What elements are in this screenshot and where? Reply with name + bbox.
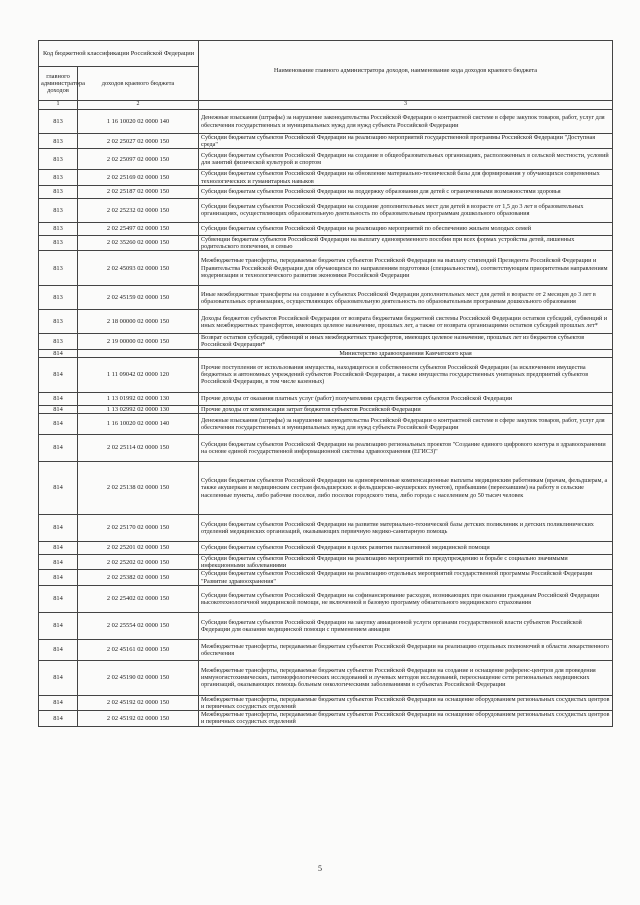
admin-code-cell: 814 bbox=[39, 542, 78, 555]
admin-code-cell: 813 bbox=[39, 286, 78, 310]
table-row bbox=[39, 515, 613, 542]
admin-code-cell: 814 bbox=[39, 405, 78, 413]
revenue-code-cell: 2 02 25170 02 0000 150 bbox=[78, 515, 199, 542]
header-number-1: 1 bbox=[39, 101, 78, 110]
admin-code-cell: 813 bbox=[39, 235, 78, 250]
revenue-code-cell: 2 02 25382 02 0000 150 bbox=[78, 570, 199, 585]
table-row bbox=[39, 462, 613, 515]
admin-code-cell: 814 bbox=[39, 555, 78, 570]
revenue-code-cell: 2 02 25169 02 0000 150 bbox=[78, 170, 199, 185]
admin-code-cell: 814 bbox=[39, 414, 78, 435]
table-row bbox=[39, 585, 613, 612]
revenue-name-cell: Министерство здравоохранения Камчатского края bbox=[199, 349, 613, 357]
revenue-name-cell: Субсидии бюджетам субъектов Российской Федерации на закупку авиационной услуги органами государственной власти субъектов Российской Федерации для оказания медицинской помощи с применением авиации bbox=[199, 612, 613, 639]
header-code-column: доходов краевого бюджета bbox=[78, 67, 199, 101]
revenue-name-cell: Субсидии бюджетам субъектов Российской Федерации на реализацию мероприятий по предупреждению и борьбе с социально значимыми инфекционными заболеваниями bbox=[199, 555, 613, 570]
revenue-code-cell: 2 02 25202 02 0000 150 bbox=[78, 555, 199, 570]
revenue-code-cell: 2 18 00000 02 0000 150 bbox=[78, 310, 199, 334]
revenue-code-cell: 2 02 25497 02 0000 150 bbox=[78, 222, 199, 235]
revenue-name-cell: Денежные взыскания (штрафы) за нарушение законодательства Российской Федерации о контрактной системе в сфере закупок товаров, работ, услуг для обеспечения государственных и муниципальных нужд для нужд субъекта Российской Федерации bbox=[199, 110, 613, 134]
admin-code-cell: 813 bbox=[39, 222, 78, 235]
admin-code-cell: 813 bbox=[39, 149, 78, 170]
admin-code-cell: 813 bbox=[39, 251, 78, 286]
revenue-name-cell: Доходы бюджетов субъектов Российской Федерации от возврата бюджетами бюджетной системы Российской Федерации остатков субсидий, субвенций и иных межбюджетных трансфертов, имеющих целевое назначение, прошлых лет, а также от возврата организациями остатков субсидий прошлых лет* bbox=[199, 310, 613, 334]
admin-code-cell: 814 bbox=[39, 660, 78, 695]
table-row bbox=[39, 198, 613, 222]
revenue-code-cell: 2 02 25138 02 0000 150 bbox=[78, 462, 199, 515]
revenue-code-cell: 2 02 45192 02 0000 150 bbox=[78, 711, 199, 726]
revenue-name-cell: Межбюджетные трансферты, передаваемые бюджетам субъектов Российской Федерации на выплату стипендий Президента Российской Федерации и Правительства Российской Федерации для обучающихся по направлениям подготовки (специальностям), соответствующим приоритетным направлениям модернизации и технологического развития экономики Российской Федерации bbox=[199, 251, 613, 286]
revenue-name-cell: Межбюджетные трансферты, передаваемые бюджетам субъектов Российской Федерации на реализацию отдельных полномочий в области лекарственного обеспечения bbox=[199, 639, 613, 660]
table-row bbox=[39, 405, 613, 413]
table-row bbox=[39, 251, 613, 286]
admin-code-cell: 813 bbox=[39, 198, 78, 222]
admin-code-cell: 814 bbox=[39, 585, 78, 612]
revenue-name-cell: Субсидии бюджетам субъектов Российской Федерации на софинансирование расходов, возникающих при оказании гражданам Российской Федерации высокотехнологичной медицинской помощи, не включенной в базовую программу обязательного медицинского страхования bbox=[199, 585, 613, 612]
revenue-name-cell: Субсидии бюджетам субъектов Российской Федерации на реализацию мероприятий государственной программы Российской Федерации "Доступная среда" bbox=[199, 134, 613, 149]
revenue-name-cell: Прочие доходы от компенсации затрат бюджетов субъектов Российской Федерации bbox=[199, 405, 613, 413]
revenue-name-cell: Субсидии бюджетам субъектов Российской Федерации на реализацию отдельных мероприятий государственной программы Российской Федерации "Развитие здравоохранения" bbox=[199, 570, 613, 585]
admin-code-cell: 813 bbox=[39, 185, 78, 198]
table-row bbox=[39, 310, 613, 334]
admin-code-cell: 814 bbox=[39, 612, 78, 639]
table-row bbox=[39, 695, 613, 710]
revenue-name-cell: Прочие поступления от использования имущества, находящегося в собственности субъектов Российской Федерации (за исключением имущества бюджетных и автономных учреждений субъектов Российской Федерации, а также имущества государственных унитарных предприятий субъектов Российской Федерации, в том числе казенных) bbox=[199, 357, 613, 392]
revenue-name-cell: Субсидии бюджетам субъектов Российской Федерации на единовременные компенсационные выплаты медицинским работникам (врачам, фельдшерам, а также акушеркам и медицинским сестрам фельдшерских и фельдшерско-акушерских пунктов), прибывшим (переехавшим) на работу в сельские населенные пункты, либо рабочие поселки, либо поселки городского типа, либо города с населением до 50 тысяч человек bbox=[199, 462, 613, 515]
revenue-code-cell: 1 11 09042 02 0000 120 bbox=[78, 357, 199, 392]
table-row bbox=[39, 639, 613, 660]
admin-code-cell: 813 bbox=[39, 310, 78, 334]
table-row bbox=[39, 134, 613, 149]
revenue-name-cell: Субсидии бюджетам субъектов Российской Федерации на реализацию региональных проектов "Создание единого цифрового контура в здравоохранении на основе единой государственной информационной системы здравоохранения (ЕГИСЗ)" bbox=[199, 435, 613, 462]
admin-code-cell: 814 bbox=[39, 357, 78, 392]
revenue-code-cell: 2 02 25114 02 0000 150 bbox=[78, 435, 199, 462]
table-row bbox=[39, 110, 613, 134]
revenue-codes-table bbox=[38, 40, 613, 727]
table-row bbox=[39, 235, 613, 250]
admin-code-cell: 814 bbox=[39, 515, 78, 542]
table-row bbox=[39, 660, 613, 695]
table-row bbox=[39, 570, 613, 585]
admin-code-cell: 814 bbox=[39, 392, 78, 405]
table-row bbox=[39, 149, 613, 170]
revenue-name-cell: Субсидии бюджетам субъектов Российской Федерации на обновление материально-технической базы для формирования у обучающихся современных технологических и гуманитарных навыков bbox=[199, 170, 613, 185]
revenue-code-cell bbox=[78, 349, 199, 357]
revenue-code-cell: 1 16 10020 02 0000 140 bbox=[78, 110, 199, 134]
table-row bbox=[39, 170, 613, 185]
revenue-code-cell: 1 13 02992 02 0000 130 bbox=[78, 405, 199, 413]
revenue-code-cell: 2 02 25027 02 0000 150 bbox=[78, 134, 199, 149]
revenue-name-cell: Возврат остатков субсидий, субвенций и иных межбюджетных трансфертов, имеющих целевое назначение, прошлых лет из бюджетов субъектов Российской Федерации* bbox=[199, 334, 613, 349]
revenue-code-cell: 2 02 45190 02 0000 150 bbox=[78, 660, 199, 695]
revenue-code-cell: 2 02 45192 02 0000 150 bbox=[78, 695, 199, 710]
table-row bbox=[39, 542, 613, 555]
revenue-code-cell: 2 02 25201 02 0000 150 bbox=[78, 542, 199, 555]
revenue-code-cell: 2 02 25554 02 0000 150 bbox=[78, 612, 199, 639]
admin-code-cell: 813 bbox=[39, 134, 78, 149]
header-admin-column: главного администратора доходов bbox=[39, 67, 78, 101]
table-row bbox=[39, 185, 613, 198]
revenue-code-cell: 1 16 10020 02 0000 140 bbox=[78, 414, 199, 435]
admin-code-cell: 813 bbox=[39, 110, 78, 134]
table-row bbox=[39, 334, 613, 349]
admin-code-cell: 814 bbox=[39, 695, 78, 710]
revenue-name-cell: Прочие доходы от оказания платных услуг (работ) получателями средств бюджетов субъектов Российской Федерации bbox=[199, 392, 613, 405]
revenue-name-cell: Иные межбюджетные трансферты на создание в субъектах Российской Федерации дополнительных мест для детей в возрасте от 2 месяцев до 3 лет в образовательных организациях, осуществляющих образовательную деятельность по образовательным программам дошкольного образования bbox=[199, 286, 613, 310]
revenue-code-cell: 2 02 35260 02 0000 150 bbox=[78, 235, 199, 250]
table-row bbox=[39, 414, 613, 435]
table-row bbox=[39, 349, 613, 357]
admin-code-cell: 813 bbox=[39, 334, 78, 349]
revenue-name-cell: Субсидии бюджетам субъектов Российской Федерации на поддержку образования для детей с ограниченными возможностями здоровья bbox=[199, 185, 613, 198]
admin-code-cell: 813 bbox=[39, 170, 78, 185]
table-body bbox=[39, 110, 613, 727]
admin-code-cell: 814 bbox=[39, 349, 78, 357]
revenue-code-cell: 2 02 25232 02 0000 150 bbox=[78, 198, 199, 222]
revenue-code-cell: 2 02 25402 02 0000 150 bbox=[78, 585, 199, 612]
header-number-3: 3 bbox=[199, 101, 613, 110]
revenue-code-cell: 2 19 00000 02 0000 150 bbox=[78, 334, 199, 349]
revenue-code-cell: 2 02 25187 02 0000 150 bbox=[78, 185, 199, 198]
header-number-2: 2 bbox=[78, 101, 199, 110]
table-row bbox=[39, 286, 613, 310]
admin-code-cell: 814 bbox=[39, 639, 78, 660]
table-row bbox=[39, 392, 613, 405]
table-row bbox=[39, 222, 613, 235]
header-name-column: Наименование главного администратора доходов, наименование кода доходов краевого бюджета bbox=[199, 41, 613, 101]
table-row bbox=[39, 612, 613, 639]
revenue-name-cell: Субвенции бюджетам субъектов Российской Федерации на выплату единовременного пособия при всех формах устройства детей, лишенных родительского попечения, в семью bbox=[199, 235, 613, 250]
revenue-code-cell: 2 02 45161 02 0000 150 bbox=[78, 639, 199, 660]
table-row bbox=[39, 357, 613, 392]
admin-code-cell: 814 bbox=[39, 711, 78, 726]
revenue-name-cell: Межбюджетные трансферты, передаваемые бюджетам субъектов Российской Федерации на оснащение оборудованием региональных сосудистых центров и первичных сосудистых отделений bbox=[199, 695, 613, 710]
revenue-name-cell: Субсидии бюджетам субъектов Российской Федерации на создание дополнительных мест для детей в возрасте от 1,5 до 3 лет в образовательных организациях, осуществляющих образовательную деятельность по образовательным программам дошкольного образования bbox=[199, 198, 613, 222]
revenue-code-cell: 2 02 45159 02 0000 150 bbox=[78, 286, 199, 310]
revenue-name-cell: Субсидии бюджетам субъектов Российской Федерации на развитие материально-технической базы детских поликлиник и детских поликлинических отделений медицинских организаций, оказывающих первичную медико-санитарную помощь bbox=[199, 515, 613, 542]
revenue-name-cell: Денежные взыскания (штрафы) за нарушение законодательства Российской Федерации о контрактной системе в сфере закупок товаров, работ, услуг для обеспечения государственных и муниципальных нужд для нужд субъекта Российской Федерации bbox=[199, 414, 613, 435]
header-group-title: Код бюджетной классификации Российской Федерации bbox=[39, 41, 199, 67]
table-row bbox=[39, 555, 613, 570]
admin-code-cell: 814 bbox=[39, 435, 78, 462]
table-row bbox=[39, 711, 613, 726]
revenue-name-cell: Межбюджетные трансферты, передаваемые бюджетам субъектов Российской Федерации на создание и оснащение референс-центров для проведения иммуногистохимических, патоморфологических исследований и лучевых методов исследований, переоснащение сети региональных медицинских организаций, оказывающих помощь больным онкологическими заболеваниями в субъектах Российской Федерации bbox=[199, 660, 613, 695]
revenue-code-cell: 2 02 25097 02 0000 150 bbox=[78, 149, 199, 170]
revenue-code-cell: 2 02 45093 02 0000 150 bbox=[78, 251, 199, 286]
page-number: 5 bbox=[318, 864, 322, 873]
admin-code-cell: 814 bbox=[39, 462, 78, 515]
revenue-name-cell: Субсидии бюджетам субъектов Российской Федерации на реализацию мероприятий по обеспечению жильем молодых семей bbox=[199, 222, 613, 235]
admin-code-cell: 814 bbox=[39, 570, 78, 585]
revenue-code-cell: 1 13 01992 02 0000 130 bbox=[78, 392, 199, 405]
revenue-name-cell: Субсидии бюджетам субъектов Российской Федерации в целях развития паллиативной медицинской помощи bbox=[199, 542, 613, 555]
revenue-name-cell: Межбюджетные трансферты, передаваемые бюджетам субъектов Российской Федерации на оснащение оборудованием региональных сосудистых центров и первичных сосудистых отделений bbox=[199, 711, 613, 726]
revenue-name-cell: Субсидии бюджетам субъектов Российской Федерации на создание в общеобразовательных организациях, расположенных в сельской местности, условий для занятий физической культурой и спортом bbox=[199, 149, 613, 170]
table-row bbox=[39, 435, 613, 462]
